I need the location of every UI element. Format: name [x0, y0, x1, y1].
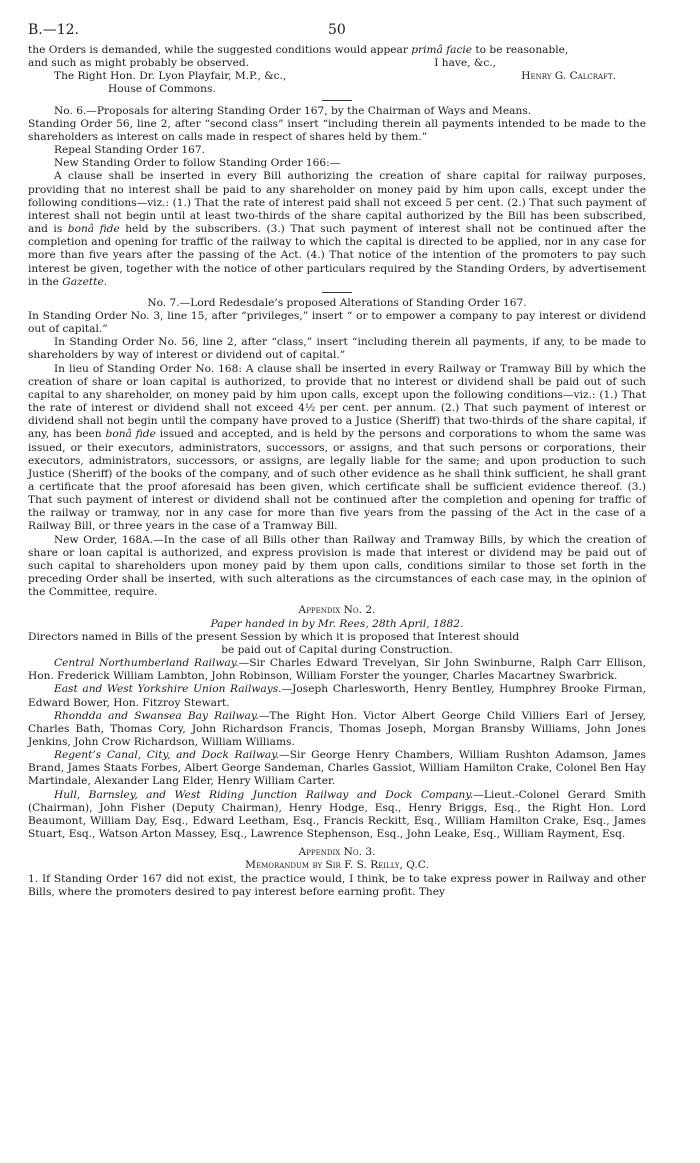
intro-house: House of Commons. [108, 83, 216, 96]
director-entry: Rhondda and Swansea Bay Railway.—The Right Hon. Victor Albert George Child Villiers Earl of Jersey, Charles Bath, Thomas Cory, John Richardson Francis, Thomas Joseph, Morgan Bransby Williams, John Jones Jenkins, John Crow Richardson, William Williams. [28, 709, 646, 748]
page-number: 50 [328, 22, 346, 38]
no7-para-3: In lieu of Standing Order No. 168: A clause shall be inserted in every Railway or Tramway Bill by which the creation of share or loan capital is authorized, to provide that no interest or dividend shall be paid out of such capital to any shareholder, on money paid by him upon calls, except upon the following conditions—viz.: (1.) That the rate of interest or dividend shall not exceed 4½ per cent. per annum. (2.) That such payment of interest or dividend shall not begin until the company have proved to a Justice (Sheriff) that two-thirds of the share capital, if any, has been bonâ fide issued and accepted, and is held by the persons and corporations to whom the same was issued, or their executors, administrators, successors, or assigns, and that such persons or corporations, their executors, administrators, successors, or assigns, are legally liable for the same; and upon production to such Justice (Sheriff) of the books of the company, and of such other evidence as he shall think sufficient, he shall grant a certificate that the proof aforesaid has been given, which certificate shall be sufficient evidence thereof. (3.) That such payment of interest or dividend shall not be continued after the completion and opening for traffic of the railway or tramway, nor in any case for more than five years from the passing of the Act in the case of a Railway Bill, or three years in the case of a Tramway Bill. [28, 362, 646, 533]
intro-line-1: the Orders is demanded, while the suggested conditions would appear primâ facie to be reasonable, [28, 44, 569, 56]
appendix2-subtitle: Paper handed in by Mr. Rees, 28th April, 1882. [210, 617, 464, 630]
director-entry: Central Northumberland Railway.—Sir Charles Edward Trevelyan, Sir John Swinburne, Ralph Carr Ellison, Hon. Frederick William Lambton, John Robinson, William Forster the younger, Charles Macartney Swarbrick. [28, 657, 646, 683]
appendix3-title: Appendix No. 3. [298, 846, 376, 859]
appendix3-para-1: 1. If Standing Order 167 did not exist, the practice would, I think, be to take express power in Railway and other Bills, where the promoters desired to pay interest before earning profit. They [28, 872, 646, 898]
appendix2-title: Appendix No. 2. [298, 604, 376, 617]
director-entry: Regent’s Canal, City, and Dock Railway.—Sir George Henry Chambers, William Rushton Adamson, James Brand, James Staats Forbes, Albert George Sandeman, Charles Gassiot, William Hamilton Crake, Colonel Ben Hay Martindale, Alexander Lang Elder, Henry William Carter. [28, 749, 646, 788]
no6-para-1: Standing Order 56, line 2, after “second class” insert “including therein all payments intended to be made to the shareholders as interest on calls made in respect of shares held by them.” [28, 117, 646, 143]
section-divider [322, 100, 352, 101]
document-reference: B.—12. [28, 22, 80, 38]
no6-para-2: Repeal Standing Order 167. [54, 144, 205, 157]
no6-para-3: New Standing Order to follow Standing Order 166:— [54, 157, 341, 170]
no7-para-2: In Standing Order No. 56, line 2, after “class,” insert “including therein all payments, if any, to be made to shareholders by way of interest or dividend out of capital.” [28, 336, 646, 362]
document-page [28, 22, 646, 899]
no7-para-4: New Order, 168A.—In the case of all Bills other than Railway and Tramway Bills, by which the creation of share or loan capital is authorized, and express provision is made that interest or dividend may be paid out of such capital to shareholders upon money paid by them upon calls, conditions similar to those set forth in the preceding Order shall be inserted, with such alterations as the circumstances of each case may, in the opinion of the Committee, require. [28, 533, 646, 599]
appendix2-heading: Directors named in Bills of the present Session by which it is proposed that Interest should [28, 630, 520, 643]
no6-title: No. 6.—Proposals for altering Standing Order 167, by the Chairman of Ways and Means. [54, 104, 532, 117]
director-entry: Hull, Barnsley, and West Riding Junction Railway and Dock Company.—Lieut.-Colonel Gerard Smith (Chairman), John Fisher (Deputy Chairman), Henry Hodge, Esq., Henry Briggs, Esq., the Right Hon. Lord Beaumont, William Day, Esq., Edward Leetham, Esq., Francis Reckitt, Esq., William Hamilton Crake, Esq., James Stuart, Esq., Watson Arton Massey, Esq., Lawrence Stephenson, Esq., John Leake, Esq., William Rayment, Esq. [28, 788, 646, 841]
section-divider [322, 292, 352, 293]
intro-signature: The Right Hon. Dr. Lyon Playfair, M.P., &c., Henry G. Calcraft. [54, 70, 616, 83]
intro-line-2: and such as might probably be observed. I have, &c., [28, 57, 496, 70]
no7-para-1: In Standing Order No. 3, line 15, after “privileges,” insert “ or to empower a company to pay interest or dividend out of capital.” [28, 309, 646, 336]
appendix3-subtitle: Memorandum by Sir F. S. Reilly, Q.C. [245, 859, 429, 872]
director-entry: East and West Yorkshire Union Railways.—Joseph Charlesworth, Henry Bentley, Humphrey Brooke Firman, Edward Bower, Hon. Fitzroy Stewart. [28, 683, 647, 709]
no7-title: No. 7.—Lord Redesdale’s proposed Alterations of Standing Order 167. [147, 296, 527, 309]
page-header [28, 22, 646, 44]
appendix2-heading-cont: be paid out of Capital during Construction. [221, 643, 453, 656]
no6-para-4: A clause shall be inserted in every Bill authorizing the creation of share capital for railway purposes, providing that no interest shall be paid to any shareholder on money paid by him upon calls, except under the following conditions—viz.: (1.) That the rate of interest paid shall not exceed 5 per cent. (2.) That such payment of interest shall not begin until at least two-thirds of the share capital authorized by the Bill has been subscribed, and is bonâ fide held by the subscribers. (3.) That such payment of interest shall not be continued after the completion and opening for traffic of the railway to which the capital is directed to be applied, nor in any case for more than five years after the passing of the Act. (4.) That notice of the intention of the promoters to pay such interest be given, together with the notice of other particulars required by the Standing Orders, by advertisement in the Gazette. [28, 170, 646, 288]
